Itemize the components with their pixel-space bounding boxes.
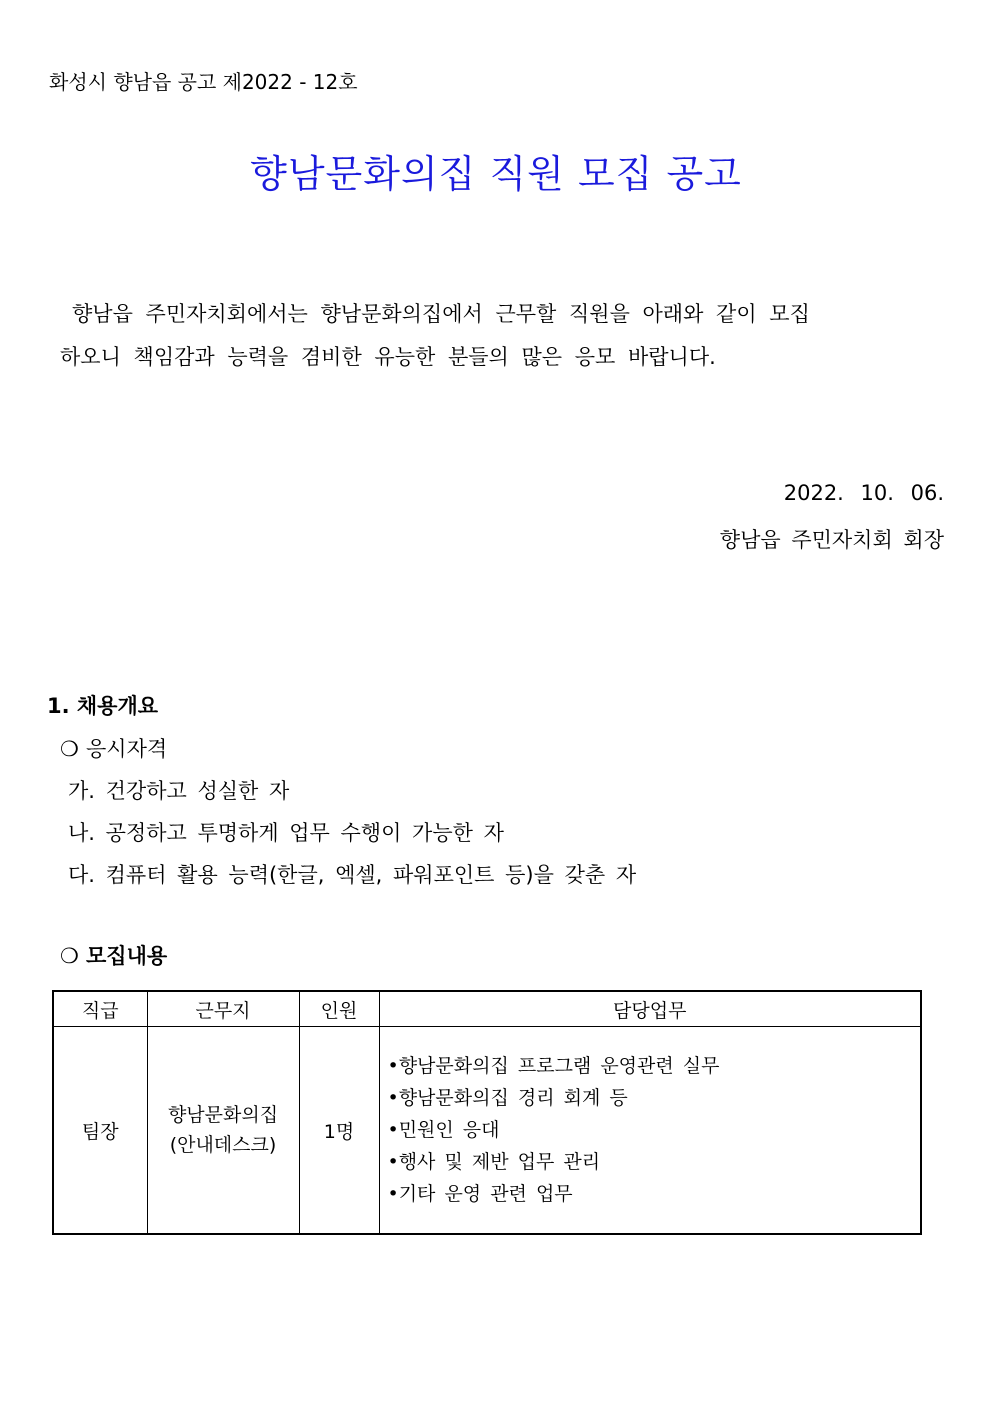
ring-bullet-icon: ❍ xyxy=(60,737,79,761)
column-header-workplace: 근무지 xyxy=(147,991,299,1027)
column-header-duties: 담당업무 xyxy=(379,991,921,1027)
column-header-rank: 직급 xyxy=(53,991,147,1027)
issuer-name: 향남읍 주민자치회 회장 xyxy=(719,528,944,552)
qualification-heading xyxy=(60,733,167,763)
duty-item: •향남문화의집 경리 회계 등 xyxy=(387,1087,628,1109)
column-header-headcount: 인원 xyxy=(299,991,379,1027)
workplace-line-2: (안내데스크) xyxy=(169,1134,277,1156)
qualification-item: 가. 건강하고 성실한 자 xyxy=(68,779,290,803)
cell-headcount: 1명 xyxy=(299,1027,379,1235)
cell-workplace xyxy=(147,1027,299,1235)
workplace-line-1: 향남문화의집 xyxy=(167,1104,279,1126)
notice-number: 화성시 향남읍 공고 제2022 - 12호 xyxy=(49,70,358,94)
recruitment-details-heading xyxy=(60,940,167,970)
intro-line-1: 향남읍 주민자치회에서는 향남문화의집에서 근무할 직원을 아래와 같이 모집 xyxy=(72,302,810,326)
notice-date: 2022. 10. 06. xyxy=(783,481,944,505)
recruitment-details-label: 모집내용 xyxy=(86,944,168,968)
duty-item: •기타 운영 관련 업무 xyxy=(387,1183,573,1205)
qualification-heading-label: 응시자격 xyxy=(86,737,168,761)
section-heading-recruitment-overview: 1. 채용개요 xyxy=(47,694,159,718)
duty-item: •행사 및 제반 업무 관리 xyxy=(387,1151,601,1173)
duty-item: •향남문화의집 프로그램 운영관련 실무 xyxy=(387,1055,720,1077)
cell-duties xyxy=(379,1027,921,1235)
page-title: 향남문화의집 직원 모집 공고 xyxy=(250,152,742,196)
qualification-item: 나. 공정하고 투명하게 업무 수행이 가능한 자 xyxy=(68,821,504,845)
qualification-item: 다. 컴퓨터 활용 능력(한글, 엑셀, 파워포인트 등)을 갖춘 자 xyxy=(68,863,637,887)
table-row xyxy=(53,1027,921,1235)
intro-line-2: 하오니 책임감과 능력을 겸비한 유능한 분들의 많은 응모 바랍니다. xyxy=(60,345,716,369)
cell-rank: 팀장 xyxy=(53,1027,147,1235)
recruitment-table xyxy=(52,990,922,1235)
table-header-row xyxy=(53,991,921,1027)
ring-bullet-icon: ❍ xyxy=(60,944,79,968)
duty-item: •민원인 응대 xyxy=(387,1119,500,1141)
